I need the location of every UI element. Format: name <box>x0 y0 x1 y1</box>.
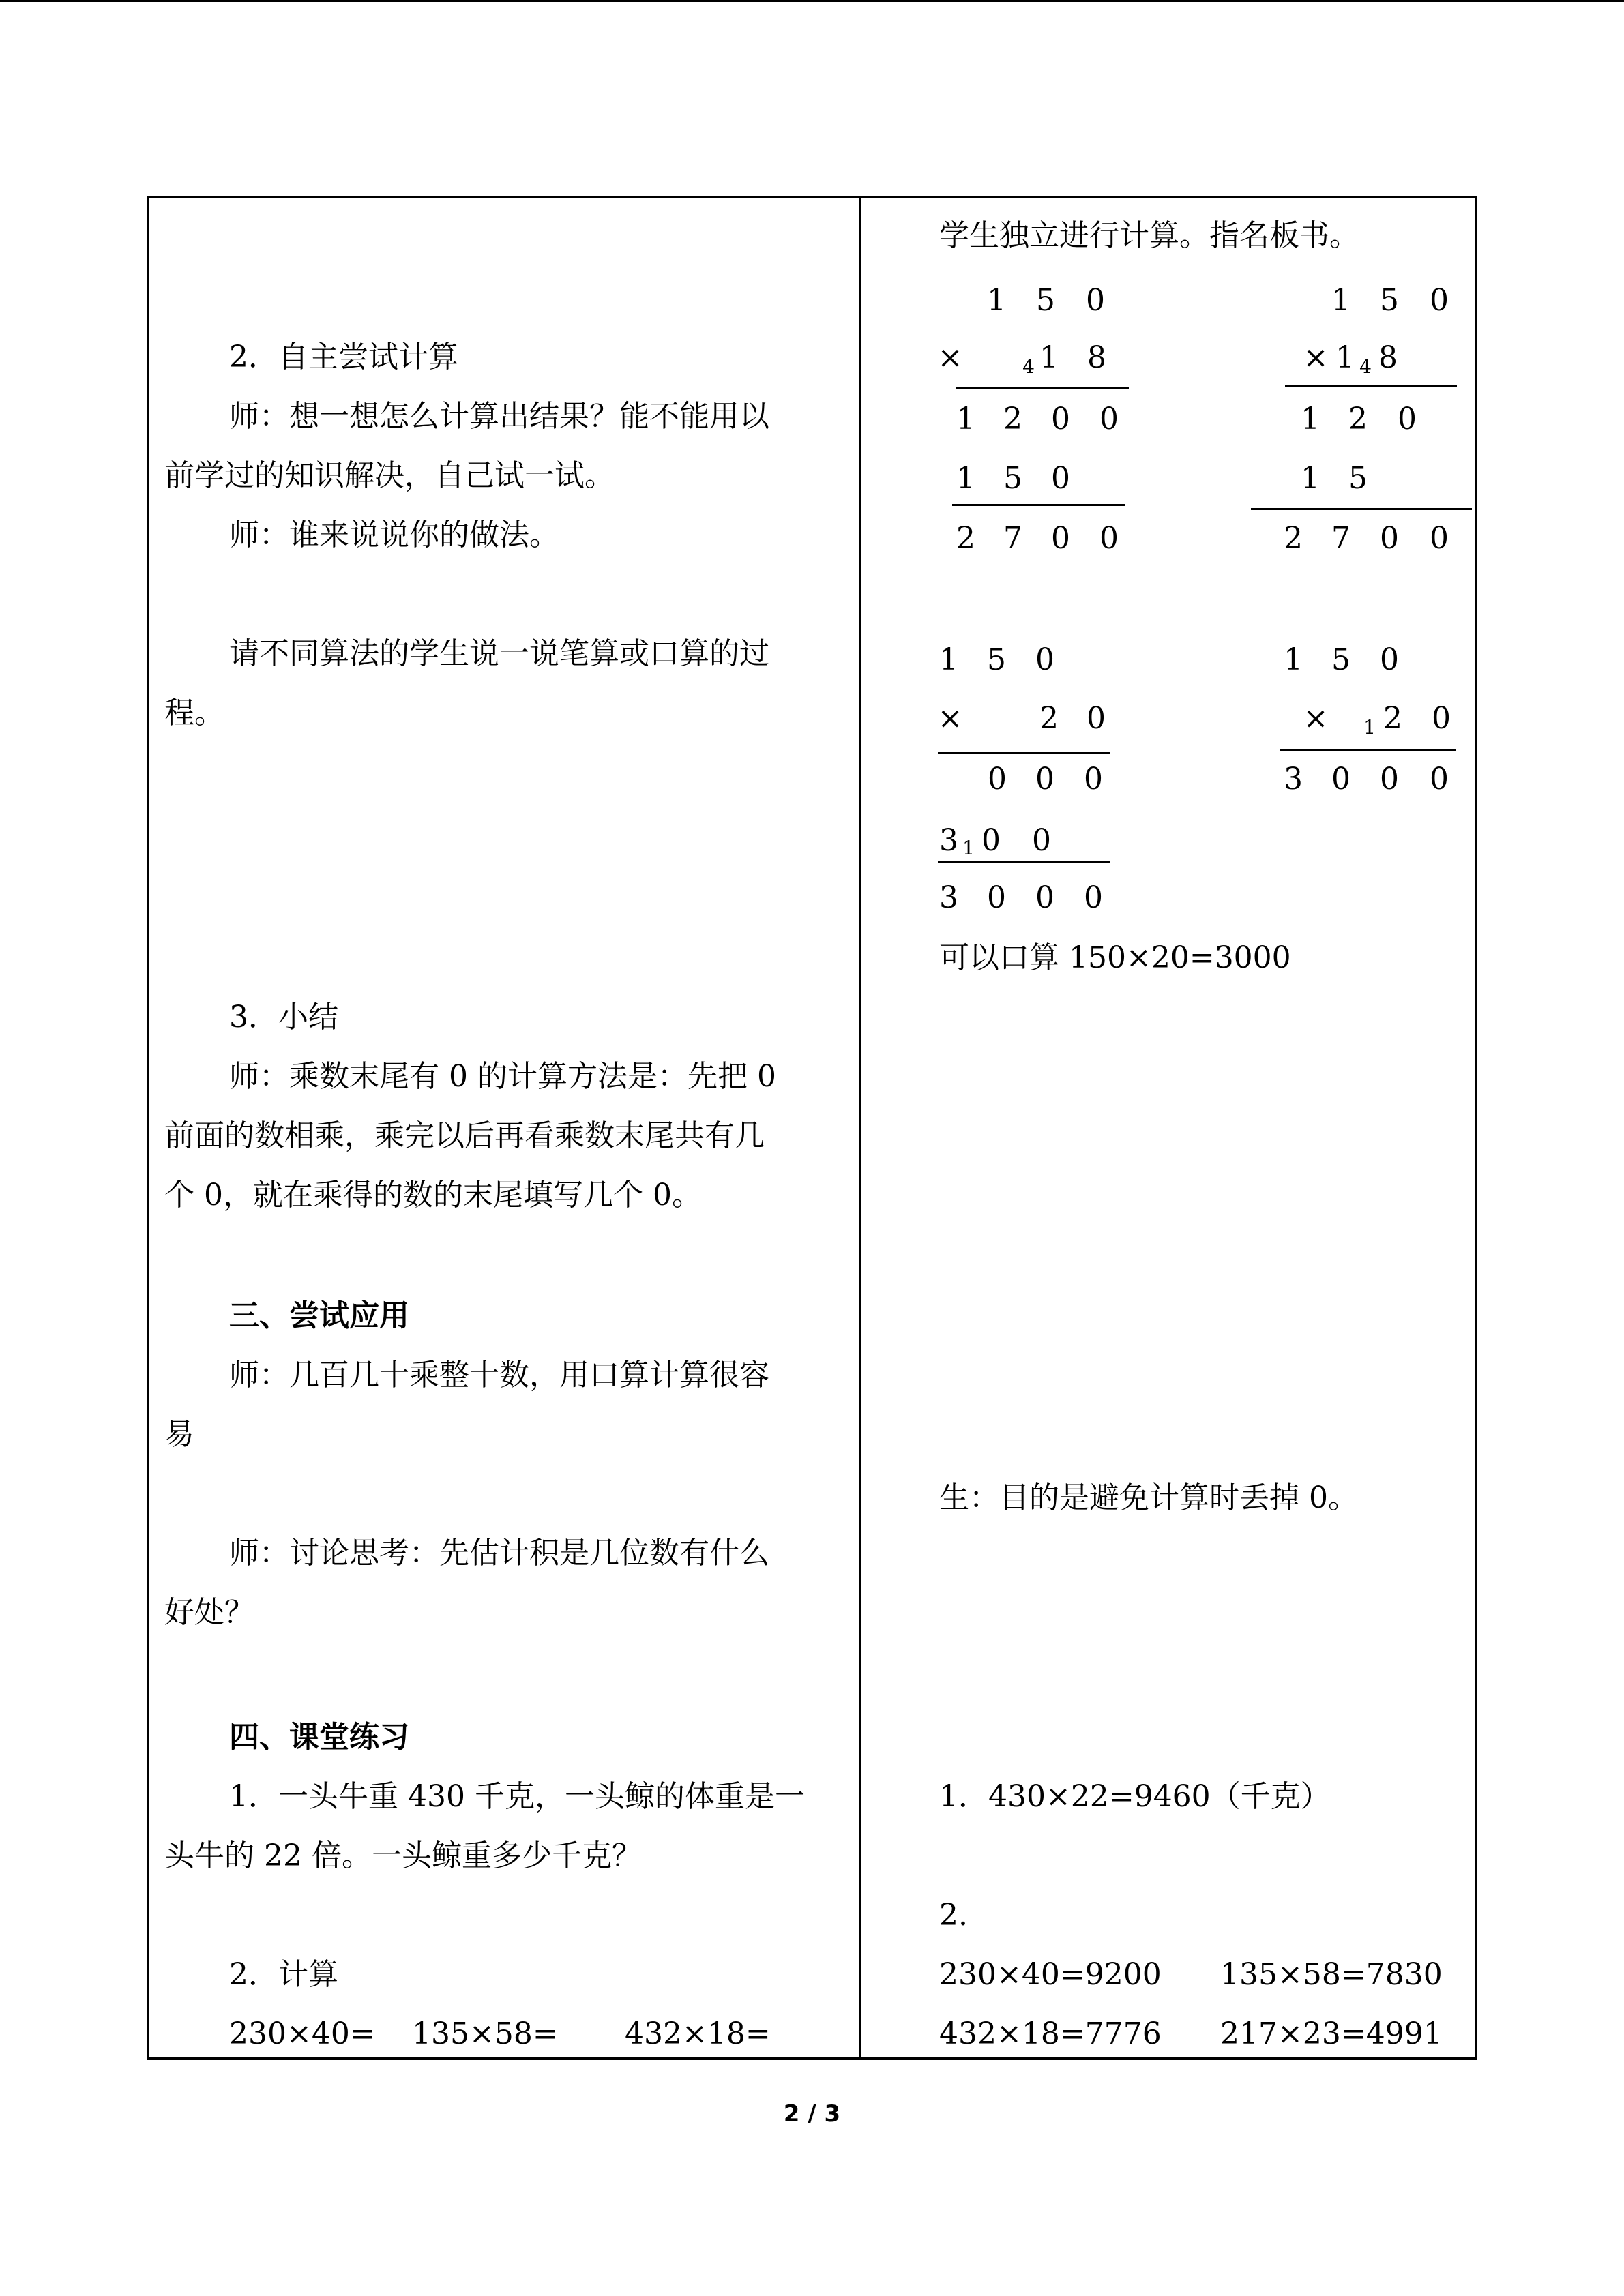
digit: 0 <box>1099 402 1119 436</box>
answer-2-item: 135×58=7830 <box>1220 1957 1443 1992</box>
digit: 0 <box>1398 402 1417 436</box>
digit: 0 <box>981 823 1001 858</box>
digit: 2 <box>1348 402 1368 436</box>
answer-1: 1．430×22=9460（千克） <box>939 1779 1331 1814</box>
digit: 0 <box>1432 701 1451 736</box>
part-3-line2: 易 <box>164 1417 194 1452</box>
digit: 1 <box>1039 340 1059 375</box>
digit: 1 <box>956 402 975 436</box>
digit: 5 <box>1331 642 1350 677</box>
digit: 0 <box>1032 823 1051 858</box>
oral-calculation-note: 可以口算 150×20=3000 <box>939 940 1291 975</box>
digit: 0 <box>1430 283 1449 318</box>
digit: 0 <box>1051 461 1070 496</box>
digit: 0 <box>987 880 1006 915</box>
calc-rule <box>938 861 1110 863</box>
digit: 7 <box>1331 521 1350 556</box>
digit: 8 <box>1087 340 1106 375</box>
exercise-1-line2: 头牛的 22 倍。一头鲸重多少千克？ <box>164 1838 642 1873</box>
digit: 3 <box>939 880 958 915</box>
times-sign: × <box>937 701 963 736</box>
digit: 0 <box>1084 762 1103 796</box>
digit: 0 <box>1086 283 1105 318</box>
digit: 0 <box>1087 701 1106 736</box>
answer-2-item: 432×18=7776 <box>939 2016 1162 2051</box>
part-3-question-line1: 师：讨论思考：先估计积是几位数有什么 <box>229 1536 769 1570</box>
digit: 5 <box>1348 461 1368 496</box>
section-2-q1-line2: 前学过的知识解决，自己试一试。 <box>164 458 615 493</box>
digit: 0 <box>1084 880 1103 915</box>
section-2-q1-line1: 师：想一想怎么计算出结果？能不能用以 <box>229 399 769 434</box>
part-3-question-line2: 好处？ <box>164 1595 254 1630</box>
carry-digit: 4 <box>1022 355 1035 378</box>
calc-rule <box>1285 385 1457 387</box>
digit: 2 <box>1383 701 1402 736</box>
digit: 0 <box>1430 762 1449 796</box>
digit: 2 <box>1003 402 1022 436</box>
carry-digit: 4 <box>1359 355 1372 378</box>
section-3-line2: 前面的数相乘，乘完以后再看乘数末尾共有几 <box>164 1118 765 1153</box>
times-sign: × <box>1303 701 1329 736</box>
digit: 0 <box>1099 521 1119 556</box>
digit: 2 <box>956 521 975 556</box>
digit: 1 <box>939 642 958 677</box>
page-top-border <box>0 0 1624 2</box>
digit: 0 <box>1035 880 1054 915</box>
digit: 1 <box>1335 340 1355 375</box>
digit: 5 <box>1003 461 1022 496</box>
exercise-2-item: 230×40= <box>229 2016 375 2051</box>
digit: 1 <box>1284 642 1303 677</box>
digit: 0 <box>1035 642 1054 677</box>
digit: 0 <box>988 762 1007 796</box>
digit: 1 <box>1301 402 1320 436</box>
calc-rule <box>938 752 1110 754</box>
digit: 0 <box>1051 402 1070 436</box>
digit: 3 <box>939 823 958 858</box>
part-3-heading: 三、尝试应用 <box>229 1298 409 1333</box>
exercise-2-item: 135×58= <box>412 2016 558 2051</box>
answer-2-label: 2. <box>939 1898 968 1933</box>
digit: 8 <box>1378 340 1398 375</box>
part-4-heading: 四、课堂练习 <box>229 1720 409 1755</box>
page-number: 2 / 3 <box>783 2100 841 2128</box>
times-sign: × <box>1303 340 1329 375</box>
digit: 0 <box>1051 521 1070 556</box>
carry-digit: 1 <box>962 837 975 859</box>
section-3-line3: 个 0，就在乘得的数的末尾填写几个 0。 <box>164 1178 702 1212</box>
calc-rule <box>952 504 1125 506</box>
digit: 1 <box>956 461 975 496</box>
digit: 7 <box>1003 521 1022 556</box>
digit: 1 <box>1301 461 1320 496</box>
digit: 5 <box>1380 283 1399 318</box>
digit: 0 <box>1035 762 1054 796</box>
section-2-q3-line2: 程。 <box>164 696 224 730</box>
student-answer: 生：目的是避免计算时丢掉 0。 <box>939 1480 1358 1515</box>
exercise-2-title: 2．计算 <box>229 1957 338 1992</box>
digit: 2 <box>1039 701 1059 736</box>
digit: 2 <box>1284 521 1303 556</box>
exercise-1-line1: 1．一头牛重 430 千克，一头鲸的体重是一 <box>229 1779 805 1814</box>
calc-rule <box>1251 508 1472 510</box>
digit: 3 <box>1284 762 1303 796</box>
digit: 0 <box>1380 642 1399 677</box>
section-3-title: 3．小结 <box>229 1000 338 1034</box>
digit: 1 <box>987 283 1006 318</box>
times-sign: × <box>937 340 963 375</box>
exercise-2-item: 432×18= <box>625 2016 771 2051</box>
calc-rule <box>1280 749 1456 751</box>
digit: 0 <box>1380 762 1399 796</box>
digit: 5 <box>1036 283 1055 318</box>
column-divider <box>859 196 861 2060</box>
section-2-q3-line1: 请不同算法的学生说一说笔算或口算的过 <box>229 636 769 671</box>
carry-digit: 1 <box>1363 716 1376 739</box>
digit: 0 <box>1430 521 1449 556</box>
answer-2-item: 230×40=9200 <box>939 1957 1162 1992</box>
answer-2-item: 217×23=4991 <box>1220 2016 1443 2051</box>
part-3-line1: 师：几百几十乘整十数，用口算计算很容 <box>229 1358 769 1392</box>
digit: 5 <box>987 642 1006 677</box>
right-intro: 学生独立进行计算。指名板书。 <box>939 218 1359 253</box>
section-3-line1: 师：乘数末尾有 0 的计算方法是：先把 0 <box>229 1059 776 1094</box>
digit: 1 <box>1331 283 1350 318</box>
digit: 0 <box>1380 521 1399 556</box>
digit: 0 <box>1331 762 1350 796</box>
section-2-title: 2．自主尝试计算 <box>229 340 458 374</box>
section-2-q2: 师：谁来说说你的做法。 <box>229 518 559 552</box>
calc-rule <box>956 387 1129 389</box>
